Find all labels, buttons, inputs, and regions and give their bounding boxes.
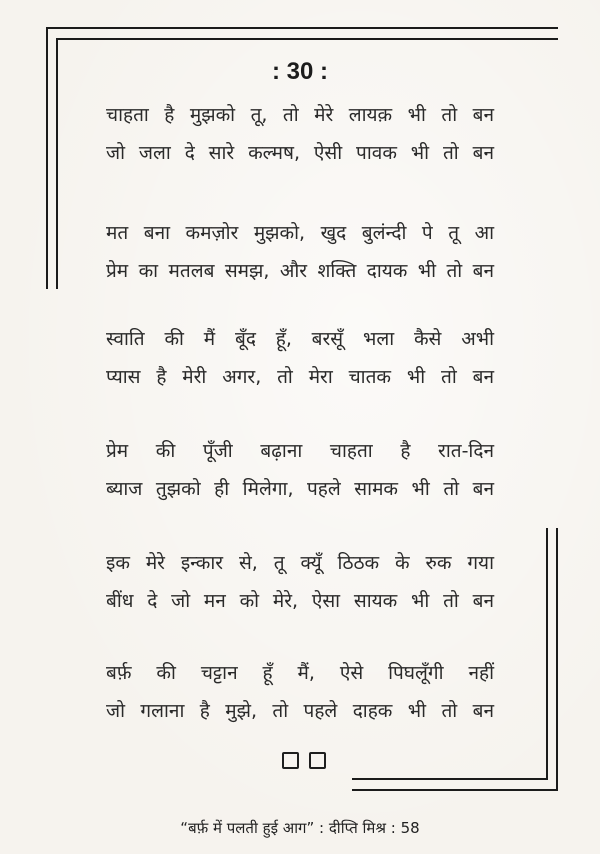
ghazal-number: : 30 : — [271, 58, 328, 85]
couplet-3 — [106, 320, 494, 396]
verse-line: जो गलाना है मुझे, तो पहले दाहक भी तो बन — [106, 700, 494, 722]
footer-separator: : — [314, 819, 329, 837]
verse-line: बींध दे जो मन को मेरे, ऐसा सायक भी तो बन — [106, 590, 494, 612]
verse-line: मत बना कमज़ोर मुझको, खुद बुलंन्दी पे तू आ — [106, 222, 494, 244]
couplet-6 — [106, 654, 494, 730]
frame-right-inner-line — [546, 528, 548, 780]
verse-line: स्वाति की मैं बूँद हूँ, बरसूँ भला कैसे अभी — [106, 328, 494, 350]
frame-right-outer-line — [556, 528, 558, 791]
verse-line: बर्फ़ की चट्टान हूँ मैं, ऐसे पिघलूँगी नहीं — [106, 662, 494, 684]
verse-line: जो जला दे सारे कल्मष, ऐसी पावक भी तो बन — [106, 142, 494, 164]
verse-line: प्रेम की पूँजी बढ़ाना चाहता है रात-दिन — [106, 440, 494, 462]
end-ornament — [282, 752, 326, 769]
frame-bottom-inner-line — [352, 778, 548, 780]
couplet-4 — [106, 432, 494, 508]
page-footer — [0, 818, 600, 838]
square-ornament-icon — [309, 752, 326, 769]
square-ornament-icon — [282, 752, 299, 769]
verse-line: प्रेम का मतलब समझ, और शक्ति दायक भी तो बन — [106, 260, 494, 282]
frame-bottom-outer-line — [352, 789, 558, 791]
book-title: “बर्फ़ में पलती हुई आग” — [180, 819, 315, 837]
verse-line: चाहता है मुझको तू, तो मेरे लायक़ भी तो बन — [106, 104, 494, 126]
footer-separator: : — [386, 819, 401, 837]
verse-line: इक मेरे इन्कार से, तू क्यूँ ठिठक के रुक गया — [106, 552, 494, 574]
verse-line: ब्याज तुझको ही मिलेगा, पहले सामक भी तो बन — [106, 478, 494, 500]
verse-line: प्यास है मेरी अगर, तो मेरा चातक भी तो बन — [106, 366, 494, 388]
couplet-1 — [106, 96, 494, 172]
frame-top-outer-line — [46, 27, 558, 29]
couplet-5 — [106, 544, 494, 620]
frame-top-inner-line — [56, 38, 558, 40]
couplet-2 — [106, 214, 494, 290]
page-number: 58 — [400, 819, 420, 837]
author-name: दीप्ति मिश्र — [328, 819, 386, 837]
